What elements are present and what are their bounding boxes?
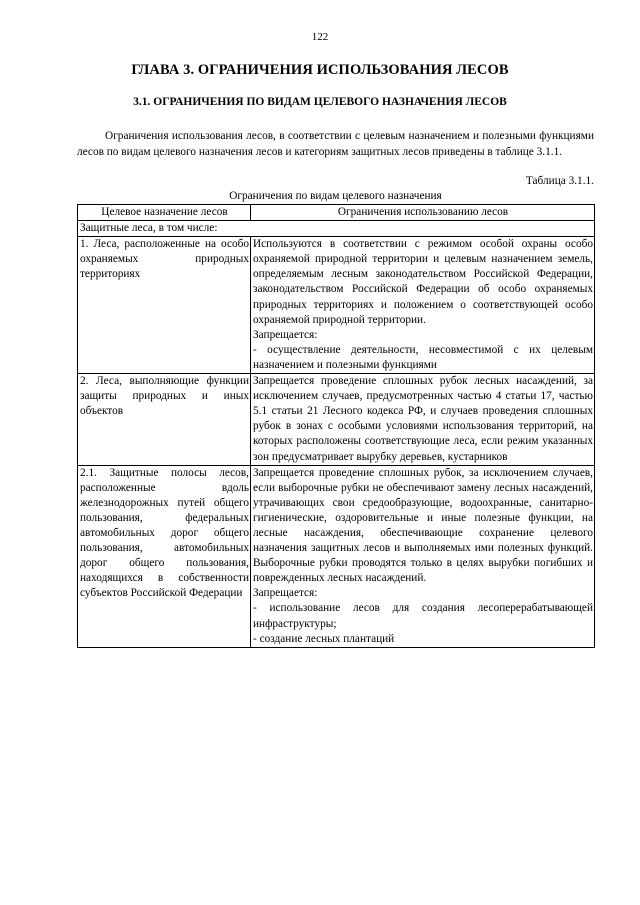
group-label: Защитные леса, в том числе: (78, 221, 595, 237)
restriction-cell (251, 374, 595, 466)
purpose-cell: 2.1. Защитные полосы лесов, расположенные вдоль железнодорожных путей общего пользования, федеральных автомобильных дорог общего пользования, автомобильных дорог общего пользования, находящихся в собственности субъектов Российской Федерации (78, 465, 251, 647)
purpose-cell: 2. Леса, выполняющие функции защиты природных и иных объектов (78, 374, 251, 466)
header-purpose: Целевое назначение лесов (78, 205, 251, 221)
purpose-cell: 1. Леса, расположенные на особо охраняемых природных территориях (78, 237, 251, 374)
restriction-cell (251, 237, 595, 374)
restrictions-table (77, 204, 595, 648)
prohibited-item: - создание лесных плантаций (253, 632, 395, 645)
restriction-cell (251, 465, 595, 647)
table-caption: Ограничения по видам целевого назначения (229, 190, 442, 202)
header-restrictions: Ограничения использованию лесов (251, 205, 595, 221)
table-row (78, 237, 595, 374)
chapter-title: ГЛАВА 3. ОГРАНИЧЕНИЯ ИСПОЛЬЗОВАНИЯ ЛЕСОВ (131, 62, 509, 78)
restriction-text: Запрещается проведение сплошных рубок лесных насаждений, за исключением случаев, предусмотренных частью 4 статьи 17, частью 5.1 статьи 21 Лесного кодекса РФ, и случаев проведения сплошных рубок в зонах с особыми условиями использования территорий, на которых расположены соответствующие леса, если режим указанных зон предусматривает вырубку деревьев, кустарников (253, 375, 593, 463)
group-row (78, 221, 595, 237)
restriction-text: Запрещается проведение сплошных рубок, за исключением случаев, если выборочные рубки не обеспечивают замену лесных насаждений, утрачивающих свои средообразующие, водоохранные, санитарно-гигиенические, оздоровительные и иные полезные функции, на лесные насаждения, обеспечивающие сохранение целевого назначения защитных лесов и выполняемых ими полезных функций. Выборочные рубки проводятся только в целях вырубки погибших и поврежденных лесных насаждений. (253, 466, 593, 585)
section-title: 3.1. ОГРАНИЧЕНИЯ ПО ВИДАМ ЦЕЛЕВОГО НАЗНАЧЕНИЯ ЛЕСОВ (133, 96, 507, 108)
prohibited-label: Запрещается: (253, 587, 318, 600)
prohibited-item: - использование лесов для создания лесоперерабатывающей инфраструктуры; (253, 602, 593, 630)
restriction-text: Используются в соответствии с режимом особой охраны особо охраняемой природной территории и целевым назначением земель, определяемым лесным законодательством Российской Федерации, законодательством Российской Федерации об особо охраняемых природных территориях и положением о соответствующей особо охраняемой природной территории. (253, 238, 593, 326)
page-number: 122 (311, 31, 329, 43)
prohibited-item: - осуществление деятельности, несовместимой с их целевым назначением и полезными функциями (253, 343, 593, 371)
table-row (78, 374, 595, 466)
table-label: Таблица 3.1.1. (525, 175, 594, 187)
intro-paragraph: Ограничения использования лесов, в соответствии с целевым назначением и полезными функциями лесов по видам целевого назначения лесов и категориям защитных лесов приведены в таблице 3.1.1. (77, 130, 594, 158)
prohibited-label: Запрещается: (253, 328, 318, 341)
table-header-row (78, 205, 595, 221)
table-row (78, 465, 595, 647)
